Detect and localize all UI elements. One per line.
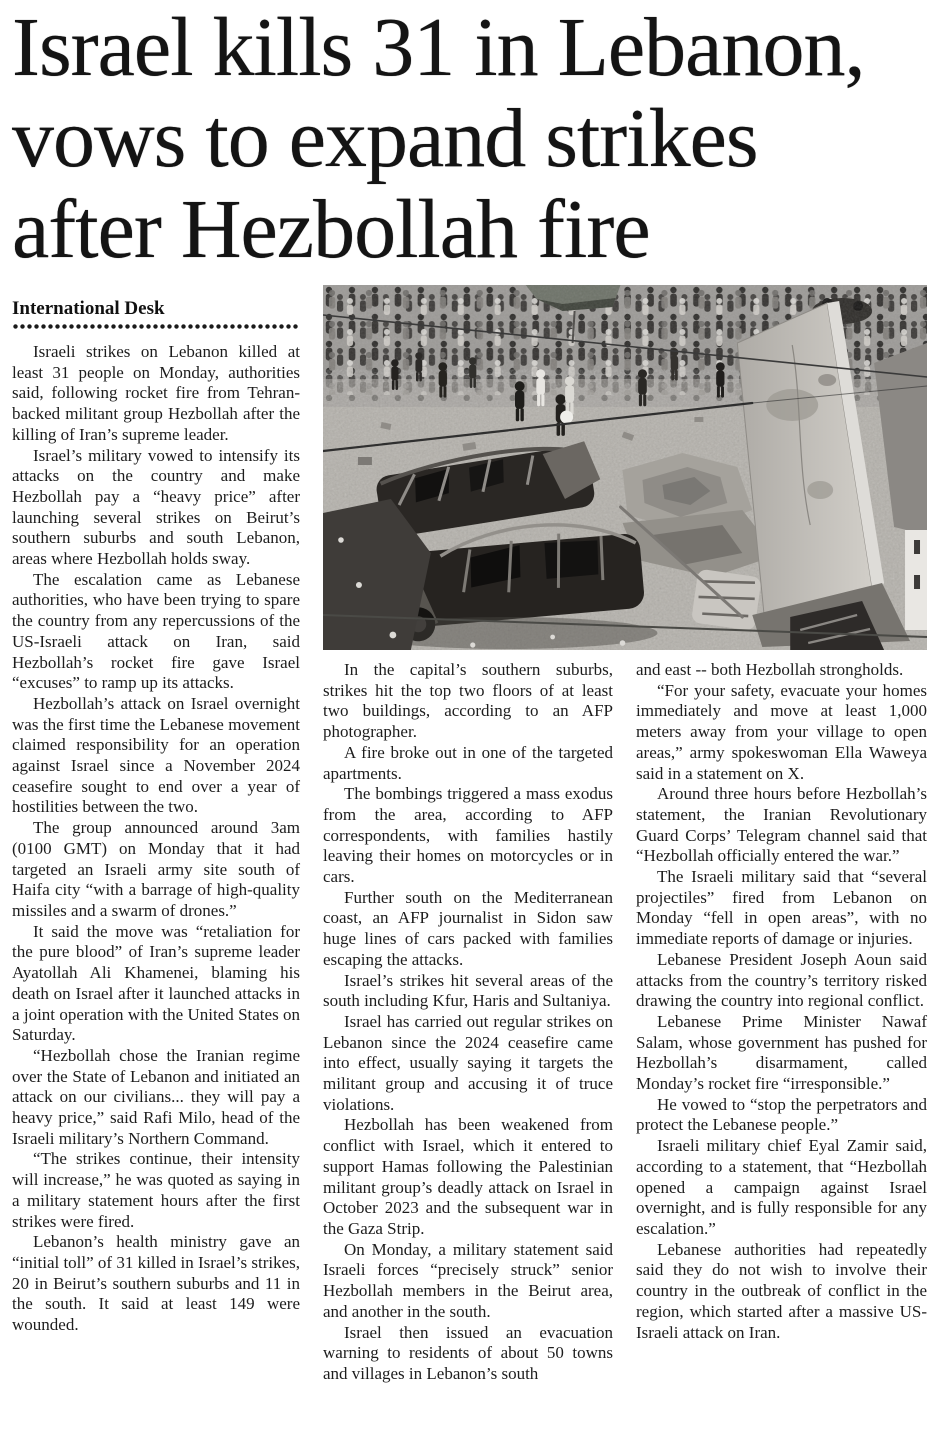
paragraph: He vowed to “stop the perpetrators and protect the Lebanese people.” — [636, 1094, 927, 1135]
paragraph: The bombings triggered a mass exodus from the area, according to AFP correspondents, with families hastily leaving their homes on motorcycles or in cars. — [323, 784, 613, 887]
paragraph: “For your safety, evacuate your homes immediately and move at least 1,000 meters away from your village to open areas,” army spokeswoman Ella Waweya said in a statement on X. — [636, 680, 927, 783]
paragraph: Lebanese Prime Minister Nawaf Salam, whose government has pushed for Hezbollah’s disarmament, called Monday’s rocket fire “irresponsible.” — [636, 1011, 927, 1094]
paragraph: Lebanese President Joseph Aoun said attacks from the country’s territory risked drawing the country into regional conflict. — [636, 949, 927, 1011]
paragraph: Lebanese authorities had repeatedly said they do not wish to involve their country in the outbreak of conflict in the region, which started after a massive US-Israeli attack on Iran. — [636, 1239, 927, 1342]
headline-line-3: after Hezbollah fire — [12, 183, 650, 276]
paragraph: The escalation came as Lebanese authorities, who have been trying to spare the country from any repercussions of the US-Israeli attack on Iran, said Hezbollah’s rocket fire gave Israel “excuses” to ramp up its attacks. — [12, 569, 300, 693]
paragraph: On Monday, a military statement said Israeli forces “precisely struck” senior Hezbollah members in the Beirut area, and another in the south. — [323, 1239, 613, 1321]
headline-line-1: Israel kills 31 in Lebanon, — [12, 1, 865, 94]
column-3-text — [636, 681, 927, 1344]
column-2 — [323, 660, 613, 1385]
article-headline — [12, 2, 927, 275]
paragraph: Israeli military chief Eyal Zamir said, according to a statement, that “Hezbollah opened a campaign against Israel overnight, and is fully responsible for any escalation.” — [636, 1136, 927, 1238]
paragraph: “The strikes continue, their intensity will increase,” he was quoted as saying in a military statement hours after the first strikes were fired. — [12, 1149, 300, 1231]
paragraph: Israel then issued an evacuation warning to residents of about 50 towns and villages in Lebanon’s south — [323, 1322, 613, 1383]
paragraph: Hezbollah’s attack on Israel overnight was the first time the Lebanese movement claimed responsibility for an operation against Israel since a November 2024 ceasefire sought to end over a year of hostilities between the two. — [12, 693, 300, 817]
paragraph: “Hezbollah chose the Iranian regime over the State of Lebanon and initiated an attack on our civilians... they will pay a heavy price,” said Rafi Milo, head of the Israeli military’s Northern Command. — [12, 1045, 300, 1148]
article-photo — [323, 285, 927, 660]
article-body — [12, 285, 927, 1385]
paragraph: A fire broke out in one of the targeted apartments. — [323, 742, 613, 783]
section-kicker: International Desk — [12, 298, 165, 319]
photo-image — [323, 285, 927, 650]
paragraph: Israel has carried out regular strikes on Lebanon since the 2024 ceasefire came into effect, usually saying it targets the militant group and accusing it of truce violations. — [323, 1011, 613, 1114]
paragraph: It said the move was “retaliation for the pure blood” of Iran’s supreme leader Ayatollah Ali Khamenei, blaming his death on Israel after it launched attacks in a joint operation with the United States on Saturday. — [12, 921, 300, 1045]
paragraph-continuation: and east -- both Hezbollah strongholds. — [636, 660, 904, 679]
headline-line-2: vows to expand strikes — [12, 92, 758, 185]
paragraph: Israel’s strikes hit several areas of the south including Kfur, Haris and Sultaniya. — [323, 970, 613, 1011]
column-1 — [12, 285, 300, 1385]
dotted-rule — [12, 324, 300, 329]
paragraph: In the capital’s southern suburbs, strikes hit the top two floors of at least two buildings, according to an AFP photographer. — [323, 660, 613, 742]
column-1-text — [12, 342, 300, 1336]
paragraph: The group announced around 3am (0100 GMT) on Monday that it had targeted an Israeli army site south of Haifa city “with a barrage of high-quality missiles and a swarm of drones.” — [12, 818, 300, 920]
paragraph: Israeli strikes on Lebanon killed at least 31 people on Monday, authorities said, following rocket fire from Tehran-backed militant group Hezbollah after the killing of Iran’s supreme leader. — [12, 342, 300, 444]
paragraph: Hezbollah has been weakened from conflict with Israel, which it entered to support Hamas following the Palestinian militant group’s deadly attack on Israel in October 2023 and the subsequent war in the Gaza Strip. — [323, 1115, 613, 1238]
column-2-text — [323, 660, 613, 1385]
column-3 — [636, 660, 927, 1385]
paragraph: Further south on the Mediterranean coast, an AFP journalist in Sidon saw huge lines of cars packed with families escaping the attacks. — [323, 887, 613, 969]
crushed-white-car — [691, 569, 762, 631]
paragraph: The Israeli military said that “several projectiles” fired from Lebanon on Monday “fell in open areas”, with no immediate reports of damage or injuries. — [636, 867, 927, 949]
paragraph: Lebanon’s health ministry gave an “initial toll” of 31 killed in Israel’s strikes, 20 in Beirut’s southern suburbs and 11 in the south. It said at least 149 were wounded. — [12, 1232, 300, 1335]
paragraph: Around three hours before Hezbollah’s statement, the Iranian Revolutionary Guard Corps’ Telegram channel said that “Hezbollah officially entered the war.” — [636, 784, 927, 866]
paragraph: Israel’s military vowed to intensify its attacks on the country and make Hezbollah pay a “heavy price” after launching several strikes on Beirut’s southern suburbs and south Lebanon, areas where Hezbollah holds sway. — [12, 445, 300, 569]
